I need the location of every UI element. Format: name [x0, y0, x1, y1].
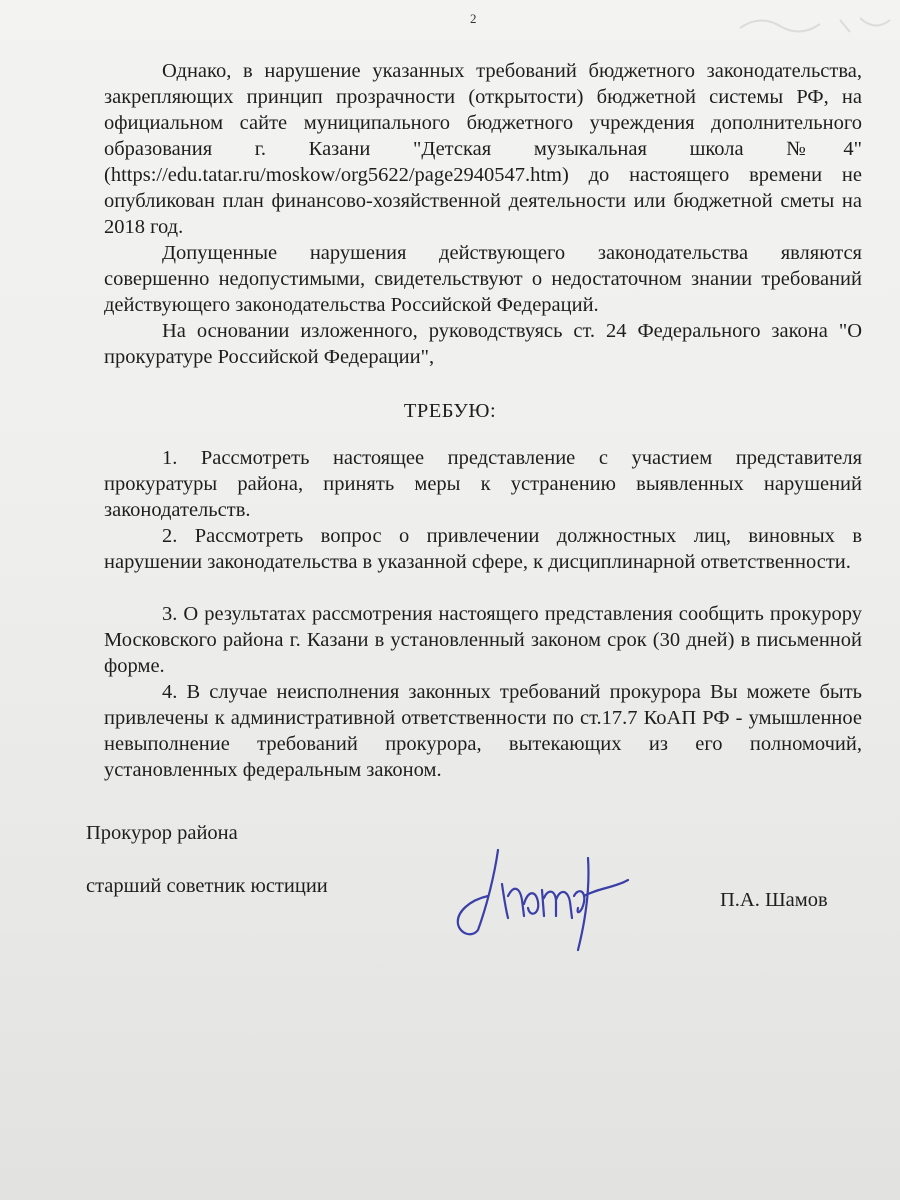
handwritten-signature: [438, 838, 638, 953]
paragraph-violation: Однако, в нарушение указанных требований бюджетного законодательства, закрепляющих принцип прозрачности (открытости) бюджетной системы РФ, на официальном сайте муниципального бюджетного учреждения дополнительного образования г. Казани "Детская музыкальная школа №4" (https://edu.tatar.ru/moskow/org5622/page2940547.htm) до настоящего времени не опубликован план финансово-хозяйственной деятельности или бюджетной сметы на 2018 год.: [104, 60, 862, 238]
signatory-name: П.А. Шамов: [720, 889, 828, 911]
demand-item-2: 2. Рассмотреть вопрос о привлечении должностных лиц, виновных в нарушении законодательства в указанной сфере, к дисциплинарной ответственности.: [104, 525, 862, 573]
demand-item-1: 1. Рассмотреть настоящее представление с участием представителя прокуратуры района, принять меры к устранению выявленных нарушений законодательств.: [104, 447, 862, 521]
faint-show-through-mark: [730, 10, 900, 38]
page-number: 2: [470, 11, 477, 26]
paragraph-legal-basis: На основании изложенного, руководствуясь ст. 24 Федерального закона "О прокуратуре Российской Федерации",: [104, 320, 862, 368]
signatory-rank: старший советник юстиции: [86, 875, 328, 897]
signatory-position: Прокурор района: [86, 822, 238, 844]
demand-item-3: 3. О результатах рассмотрения настоящего представления сообщить прокурору Московского района г. Казани в установленный законом срок (30 дней) в письменной форме.: [104, 603, 862, 677]
demand-title: ТРЕБУЮ:: [403, 400, 497, 422]
paragraph-assessment: Допущенные нарушения действующего законодательства являются совершенно недопустимыми, свидетельствуют о недостаточном знании требований действующего законодательства Российской Федераций.: [104, 242, 862, 316]
demand-item-4: 4. В случае неисполнения законных требований прокурора Вы можете быть привлечены к административной ответственности по ст.17.7 КоАП РФ - умышленное невыполнение требований прокурора, вытекающих из его полномочий, установленных федеральным законом.: [104, 681, 862, 781]
